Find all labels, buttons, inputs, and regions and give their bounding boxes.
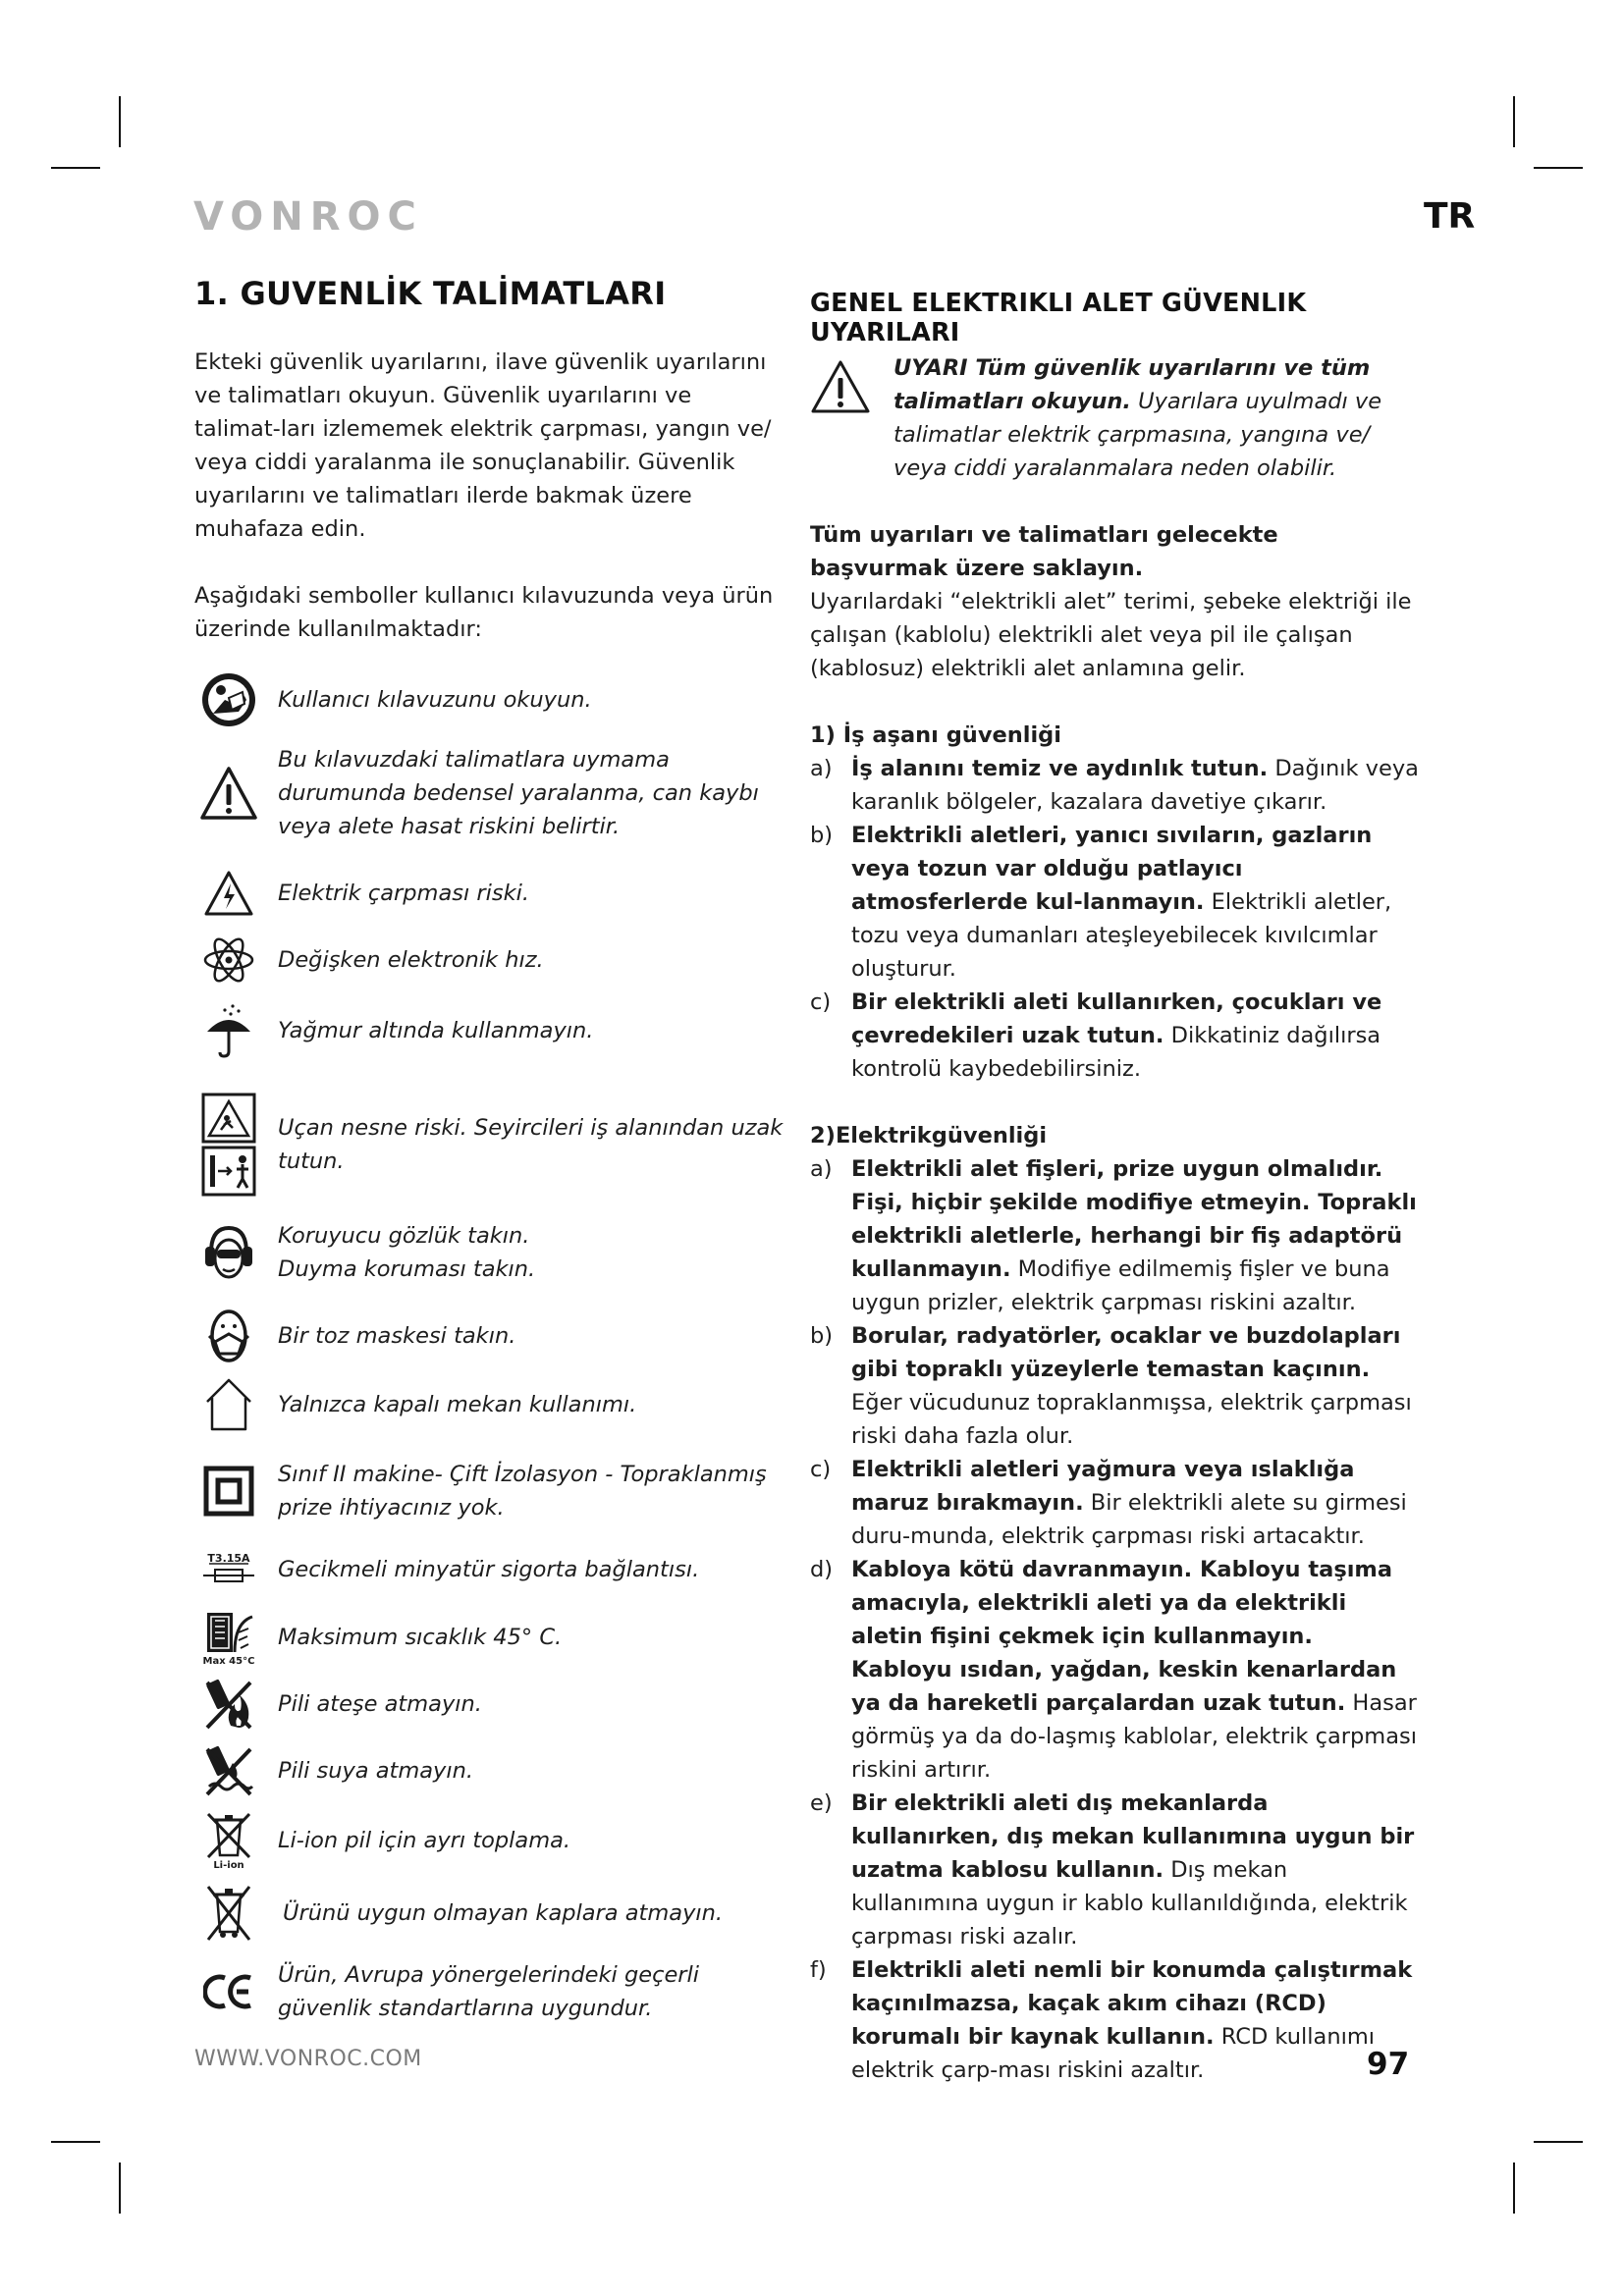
li-ion-recycle-icon — [194, 1810, 263, 1871]
symbol-row — [194, 1213, 784, 1292]
warning-box — [810, 351, 1419, 485]
footer-url: WWW.VONROC.COM — [194, 2047, 422, 2071]
item-body — [851, 752, 1419, 819]
list-item — [810, 1953, 1419, 2087]
item-letter: c) — [810, 1457, 832, 1482]
warning-icon — [194, 766, 263, 821]
item-rest: Modifiye edilmemiş fişler ve buna uygun prizler, elektrik çarpması riskini azaltır. — [851, 1256, 1390, 1315]
symbol-text-line: Koruyucu gözlük takın. — [278, 1223, 530, 1249]
symbol-row — [194, 866, 784, 921]
item-bold: Bir elektrikli aleti kullanırken, çocukları ve çevredekileri uzak tutun. — [851, 989, 1382, 1048]
symbol-text-line: Duyma koruması takın. — [278, 1256, 536, 1282]
right-section-title: GENEL ELEKTRIKLI ALET GÜVENLIK UYARILARI — [810, 289, 1307, 347]
symbol-row — [194, 1743, 784, 1798]
item-rest: Bir elektrikli alete su girmesi duru-munda, elektrik çarpması riski artacaktır. — [851, 1490, 1407, 1549]
symbol-row — [194, 1001, 784, 1060]
crop-mark — [51, 2141, 100, 2143]
symbol-row — [194, 1610, 784, 1665]
item-letter: e) — [810, 1790, 833, 1816]
warning-bold: UYARI Tüm güvenlik uyarılarını ve tüm talimatları okuyun. — [893, 355, 1371, 414]
variable-speed-icon — [194, 936, 263, 984]
flying-objects-icon — [194, 1093, 263, 1197]
symbol-row — [194, 1092, 784, 1198]
page-number: 97 — [1367, 2047, 1410, 2082]
warning-text — [893, 351, 1419, 485]
item-bold: Elektrikli aletleri, yanıcı sıvıların, gazların veya tozun var olduğu patlayıcı atmosferlerde kul-lanmayın. — [851, 823, 1373, 915]
item-letter: a) — [810, 756, 833, 781]
item-body — [851, 1319, 1419, 1453]
item-body — [851, 986, 1419, 1086]
symbol-row — [194, 1457, 784, 1525]
intro-paragraph: Ekteki güvenlik uyarılarını, ilave güvenlik uyarılarını ve talimatları okuyun. Güvenlik uyarılarını ve talimat-ları izlememek elektrik çarpması, yangın ve/ veya ciddi yaralanma ile sonuçlanabilir. Güvenlik uyarılarını ve talimatları ilerde bakmak üzere muhafaza edin. — [194, 349, 772, 542]
item-bold: Borular, radyatörler, ocaklar ve buzdolapları gibi topraklı yüzeylerle temastan kaçının. — [851, 1323, 1401, 1382]
fuse-label: T3.15A — [207, 1552, 250, 1565]
item-letter: b) — [810, 1323, 834, 1349]
indoor-use-icon — [194, 1376, 263, 1433]
symbol-row — [194, 667, 784, 732]
item-rest: Dağınık veya karanlık bölgeler, kazalara davetiye çıkarır. — [851, 756, 1419, 815]
warning-icon — [810, 351, 893, 485]
electric-shock-icon — [194, 870, 263, 917]
keep-bold: Tüm uyarıları ve talimatları gelecekte başvurmak üzere saklayın. — [810, 522, 1278, 581]
term-paragraph: Uyarılardaki “elektrikli alet” terimi, şebeke elektriği ile çalışan (kablolu) elektrikli alet veya pil ile çalışan (kablosuz) elektrikli alet anlamına gelir. — [810, 589, 1412, 681]
max-temperature-icon — [194, 1609, 263, 1666]
symbol-text: Yalnızca kapalı mekan kullanımı. — [278, 1392, 637, 1417]
sec2-title-text: 2)Elektrikgüvenliği — [810, 1123, 1048, 1148]
li-ion-label: Li-ion — [213, 1860, 244, 1871]
symbol-text: Pili ateşe atmayın. — [278, 1691, 482, 1717]
crop-mark — [119, 96, 121, 147]
class-ii-icon — [194, 1466, 263, 1517]
item-rest: Dış mekan kullanımına uygun ir kablo kullanıldığında, elektrik çarpması riski azalır. — [851, 1857, 1408, 1949]
language-code: TR — [1424, 196, 1476, 237]
item-rest: Eğer vücudunuz topraklanmışsa, elektrik çarpması riski daha fazla olur. — [851, 1390, 1412, 1449]
symbol-text: Değişken elektronik hız. — [278, 947, 544, 973]
item-bold: Kabloya kötü davranmayın. Kabloyu taşıma amacıyla, elektrikli aleti ya da elektrikli aletin fişini çekmek için kullanmayın. Kabloyu ısıdan, yağdan, keskin kenarlardan ya da hareketli parçalardan uzak tutun. — [851, 1557, 1397, 1716]
weee-bin-icon — [194, 1883, 263, 1944]
symbol-row — [194, 1677, 784, 1732]
symbol-text: Gecikmeli minyatür sigorta bağlantısı. — [278, 1557, 700, 1582]
sec2-title — [810, 1119, 1419, 1152]
read-manual-icon — [194, 670, 263, 729]
symbol-text — [278, 1219, 535, 1286]
keep-instructions — [810, 518, 1419, 585]
item-letter: c) — [810, 989, 832, 1015]
symbol-row — [194, 933, 784, 988]
symbol-text: Elektrik çarpması riski. — [278, 881, 530, 906]
symbol-text: Li-ion pil için ayrı toplama. — [278, 1828, 571, 1853]
left-column — [194, 275, 784, 2026]
symbol-row — [194, 1957, 784, 2026]
symbol-text: Ürünü uygun olmayan kaplara atmayın. — [283, 1900, 724, 1926]
symbol-row — [194, 1881, 784, 1946]
item-body — [851, 1152, 1419, 1319]
item-letter: b) — [810, 823, 834, 848]
item-letter: f) — [810, 1957, 827, 1983]
symbol-row — [194, 1374, 784, 1435]
sec1-title — [810, 719, 1419, 752]
list-item — [810, 1553, 1419, 1787]
right-column — [810, 289, 1419, 2087]
item-rest: Elektrikli aletler, tozu veya dumanları ateşleyebilecek kıvılcımlar oluşturur. — [851, 889, 1392, 982]
brand-logo: VONROC — [193, 194, 423, 240]
crop-mark — [119, 2163, 121, 2214]
item-letter: d) — [810, 1557, 834, 1582]
item-rest: Hasar görmüş ya da do-laşmış kablolar, elektrik çarpması riskini artırır. — [851, 1690, 1417, 1783]
symbol-text: Maksimum sıcaklık 45° C. — [278, 1625, 563, 1650]
symbol-row — [194, 742, 784, 844]
no-water-battery-icon — [194, 1743, 263, 1798]
symbol-row — [194, 1545, 784, 1594]
item-bold: Elektrikli alet fişleri, prize uygun olmalıdır. Fişi, hiçbir şekilde modifiye etmeyin. Topraklı elektrikli aletlerle, herhangi bir fiş adaptörü kullanmayın. — [851, 1156, 1417, 1282]
crop-mark — [1534, 2141, 1583, 2143]
symbol-text: Pili suya atmayın. — [278, 1758, 474, 1784]
no-rain-icon — [194, 1002, 263, 1059]
symbol-text: Kullanıcı kılavuzunu okuyun. — [278, 687, 592, 713]
symbol-text: Bir toz maskesi takın. — [278, 1323, 516, 1349]
crop-mark — [1513, 96, 1515, 147]
item-body — [851, 1453, 1419, 1553]
item-bold: Elektrikli aleti nemli bir konumda çalıştırmak kaçınılmazsa, kaçak akım cihazı (RCD) korumalı bir kaynak kullanın. — [851, 1957, 1413, 2050]
crop-mark — [51, 167, 100, 169]
fuse-icon — [194, 1550, 263, 1589]
temperature-label: Max 45°C — [202, 1656, 255, 1666]
item-letter: a) — [810, 1156, 833, 1182]
item-bold: Elektrikli aletleri yağmura veya ıslaklığa maruz bırakmayın. — [851, 1457, 1355, 1516]
list-item — [810, 1787, 1419, 1953]
symbol-text: Bu kılavuzdaki talimatlara uymama durumunda bedensel yaralanma, can kaybı veya alete hasat riskini belirtir. — [278, 747, 759, 839]
symbol-text: Ürün, Avrupa yönergelerindeki geçerli güvenlik standartlarına uygundur. — [278, 1962, 700, 2021]
list-item — [810, 1319, 1419, 1453]
list-item — [810, 752, 1419, 819]
symbol-row — [194, 1306, 784, 1366]
item-body — [851, 1553, 1419, 1787]
goggles-ear-protection-icon — [194, 1223, 263, 1282]
section-title: 1. GUVENLİK TALİMATLARI — [194, 275, 667, 312]
symbol-text: Yağmur altında kullanmayın. — [278, 1018, 594, 1043]
symbol-text: Sınıf II makine- Çift İzolasyon - Topraklanmış prize ihtiyacınız yok. — [278, 1462, 767, 1521]
item-body — [851, 1787, 1419, 1953]
crop-mark — [1534, 167, 1583, 169]
list-item — [810, 819, 1419, 986]
sec1-title-text: 1) İş aşanı güvenliği — [810, 722, 1062, 748]
item-rest: Dikkatiniz dağılırsa kontrolü kaybedebilirsiniz. — [851, 1023, 1381, 1082]
item-body — [851, 819, 1419, 986]
warning-rest: Uyarılara uyulmadı ve talimatlar elektrik çarpmasına, yangına ve/ veya ciddi yaralanmalara neden olabilir. — [893, 389, 1382, 481]
crop-mark — [1513, 2163, 1515, 2214]
list-item — [810, 1453, 1419, 1553]
list-item — [810, 986, 1419, 1086]
item-bold: Bir elektrikli aleti dış mekanlarda kullanırken, dış mekan kullanımına uygun bir uzatma kablosu kullanın. — [851, 1790, 1415, 1883]
symbol-row — [194, 1810, 784, 1871]
no-fire-battery-icon — [194, 1677, 263, 1732]
symbols-intro: Aşağıdaki semboller kullanıcı kılavuzunda veya ürün üzerinde kullanılmaktadır: — [194, 583, 774, 642]
ce-mark-icon — [194, 1972, 263, 2011]
list-item — [810, 1152, 1419, 1319]
dust-mask-icon — [194, 1307, 263, 1365]
item-rest: RCD kullanımı elektrik çarp-ması riskini azaltır. — [851, 2024, 1375, 2083]
item-bold: İş alanını temiz ve aydınlık tutun. — [851, 756, 1269, 781]
item-body — [851, 1953, 1419, 2087]
symbol-text: Uçan nesne riski. Seyircileri iş alanından uzak tutun. — [278, 1115, 784, 1174]
